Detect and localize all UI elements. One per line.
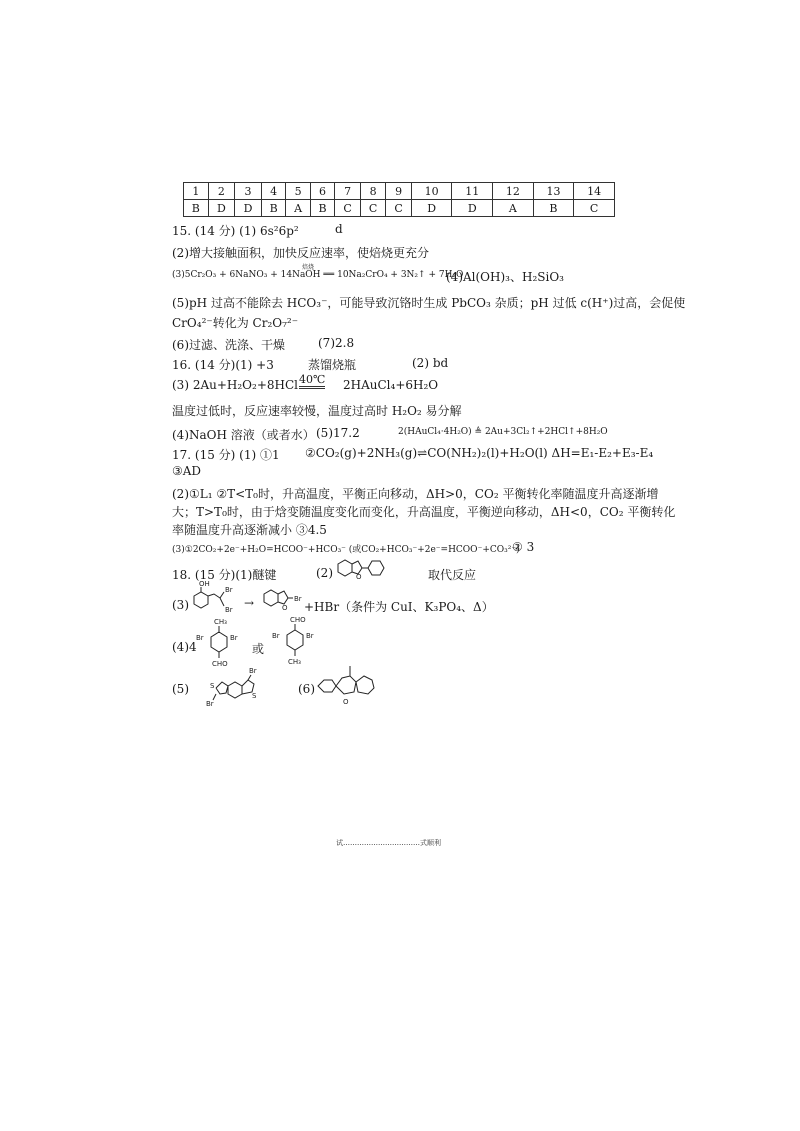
table-cell: 12 xyxy=(493,183,534,200)
atom-label-o: O xyxy=(356,573,362,581)
q17-line1: 17. (15 分) (1) ①1 xyxy=(172,448,280,462)
table-cell: 10 xyxy=(411,183,452,200)
table-cell: 7 xyxy=(335,183,361,200)
atom-label-br: Br xyxy=(306,632,314,640)
q17-line5: 率随温度升高逐渐减小 ③4.5 xyxy=(172,523,327,537)
q17-line6-b: ② 3 xyxy=(512,540,535,554)
q15-line6: (6)过滤、洗涤、干燥 xyxy=(172,338,285,352)
atom-label-br: Br xyxy=(230,634,238,642)
q17-line4: 大；T>T₀时，由于焓变随温度变化而变化，升高温度，平衡逆向移动，ΔH<0，CO₂ 平衡转化 xyxy=(172,505,676,519)
table-cell: D xyxy=(208,200,235,217)
q15-line2: (2)增大接触面积，加快反应速率，使焙烧更充分 xyxy=(172,246,429,260)
q16-line1-c: (2) bd xyxy=(412,356,449,370)
atom-label-br: Br xyxy=(206,700,214,708)
q18-line4-b: (6) xyxy=(298,682,315,696)
q16-line4: (4)NaOH 溶液（或者水） xyxy=(172,428,315,442)
q18-line4: (5) xyxy=(172,682,189,696)
table-cell: C xyxy=(386,200,412,217)
table-cell: 5 xyxy=(286,183,310,200)
table-cell: B xyxy=(533,200,574,217)
q18-line1-c: 取代反应 xyxy=(428,568,477,582)
table-cell: A xyxy=(286,200,310,217)
table-cell: D xyxy=(411,200,452,217)
dibromo-methylbenzaldehyde-structure-1 xyxy=(190,616,248,672)
atom-label-oh: OH xyxy=(199,580,210,588)
table-cell: 1 xyxy=(184,183,209,200)
q17-line1-b: ②CO₂(g)+2NH₃(g)⇌CO(NH₂)₂(l)+H₂O(l) ΔH=E₁-E₂+E₃-E₄ xyxy=(305,446,654,460)
q15-line3: (3)5Cr₂O₃ + 6NaNO₃ + 14NaOH ══ 10Na₂CrO₄ + 3N₂↑ + 7H₂O xyxy=(172,270,464,280)
atom-label-s: S xyxy=(252,692,257,700)
atom-label-o: O xyxy=(282,604,288,612)
table-cell: A xyxy=(493,200,534,217)
atom-label-cho: CHO xyxy=(212,660,228,668)
atom-label-o: O xyxy=(343,698,349,706)
q15-line4: (5)pH 过高不能除去 HCO₃⁻，可能导致沉铬时生成 PbCO₃ 杂质；pH 过低 c(H⁺)过高，会促使 xyxy=(172,296,686,310)
bromobenzofuran-structure xyxy=(262,586,308,610)
q16-line2: (3) 2Au+H₂O₂+8HCl xyxy=(172,378,298,392)
q15-line1: 15. (14 分) (1) 6s²6p² xyxy=(172,224,299,238)
table-cell: B xyxy=(184,200,209,217)
fused-polycyclic-ether-structure xyxy=(314,662,386,706)
q18-line3-or: 或 xyxy=(252,642,265,656)
q18-line3: (4)4 xyxy=(172,640,197,654)
table-cell: C xyxy=(574,200,615,217)
atom-label-s: S xyxy=(210,682,215,690)
q18-line1-b: (2) xyxy=(316,566,333,580)
atom-label-cho: CHO xyxy=(290,616,306,624)
dibromo-benzodithiophene-structure xyxy=(202,666,272,710)
q18-line2-arrow: → xyxy=(244,596,255,610)
table-cell: 8 xyxy=(360,183,386,200)
q15-line3-b: (4)Al(OH)₃、H₂SiO₃ xyxy=(446,270,564,284)
table-cell: B xyxy=(261,200,286,217)
benzofuran-phenyl-structure xyxy=(334,554,390,582)
q16-line2-condition: 40℃ xyxy=(299,374,325,389)
q17-line2: ③AD xyxy=(172,464,202,478)
q17-line3: (2)①L₁ ②T<T₀时，升高温度，平衡正向移动，ΔH>0，CO₂ 平衡转化率随温度升高逐渐增 xyxy=(172,487,659,501)
table-cell: 2 xyxy=(208,183,235,200)
table-cell: B xyxy=(310,200,335,217)
q16-line1: 16. (14 分)(1) +3 xyxy=(172,358,274,372)
table-row-numbers xyxy=(184,183,615,200)
answer-table xyxy=(183,182,615,217)
table-cell: 9 xyxy=(386,183,412,200)
phenol-dibromovinyl-structure xyxy=(190,582,238,616)
atom-label-br: Br xyxy=(225,586,233,594)
q17-line6: (3)①2CO₂+2e⁻+H₂O=HCOO⁻+HCO₃⁻ (或CO₂+HCO₃⁻+2e⁻=HCOO⁻+CO₃²⁻) xyxy=(172,545,520,555)
q16-line3: 温度过低时，反应速率较慢，温度过高时 H₂O₂ 易分解 xyxy=(172,404,462,418)
table-cell: 11 xyxy=(452,183,493,200)
table-cell: D xyxy=(452,200,493,217)
q16-line4-c: 2(HAuCl₄·4H₂O) ≜ 2Au+3Cl₂↑+2HCl↑+8H₂O xyxy=(398,427,608,437)
q15-line6-b: (7)2.8 xyxy=(318,336,355,350)
atom-label-br: Br xyxy=(196,634,204,642)
q15-line1-b: d xyxy=(335,222,343,236)
q18-line1: 18. (15 分)(1)醚键 xyxy=(172,568,277,582)
table-cell: 13 xyxy=(533,183,574,200)
table-row-answers xyxy=(184,200,615,217)
atom-label-br: Br xyxy=(249,667,257,675)
table-cell: C xyxy=(335,200,361,217)
atom-label-ch3: CH₃ xyxy=(214,618,227,626)
q15-line3-condition: 焙烧 xyxy=(302,264,315,271)
atom-label-ch3: CH₃ xyxy=(288,658,301,666)
table-cell: D xyxy=(235,200,262,217)
atom-label-br: Br xyxy=(272,632,280,640)
q18-line2: (3) xyxy=(172,598,189,612)
q18-line2-c: +HBr（条件为 CuI、K₃PO₄、Δ） xyxy=(304,600,494,614)
table-cell: 4 xyxy=(261,183,286,200)
table-cell: 6 xyxy=(310,183,335,200)
q16-line1-b: 蒸馏烧瓶 xyxy=(308,358,357,372)
q15-line5: CrO₄²⁻转化为 Cr₂O₇²⁻ xyxy=(172,316,299,330)
table-cell: C xyxy=(360,200,386,217)
q16-line2-b: 2HAuCl₄+6H₂O xyxy=(343,378,439,392)
table-cell: 3 xyxy=(235,183,262,200)
table-cell: 14 xyxy=(574,183,615,200)
page-footer: 试……………………………式顺利 xyxy=(336,839,441,847)
q16-line4-b: (5)17.2 xyxy=(316,426,360,440)
atom-label-br: Br xyxy=(294,595,302,603)
atom-label-br: Br xyxy=(225,606,233,614)
